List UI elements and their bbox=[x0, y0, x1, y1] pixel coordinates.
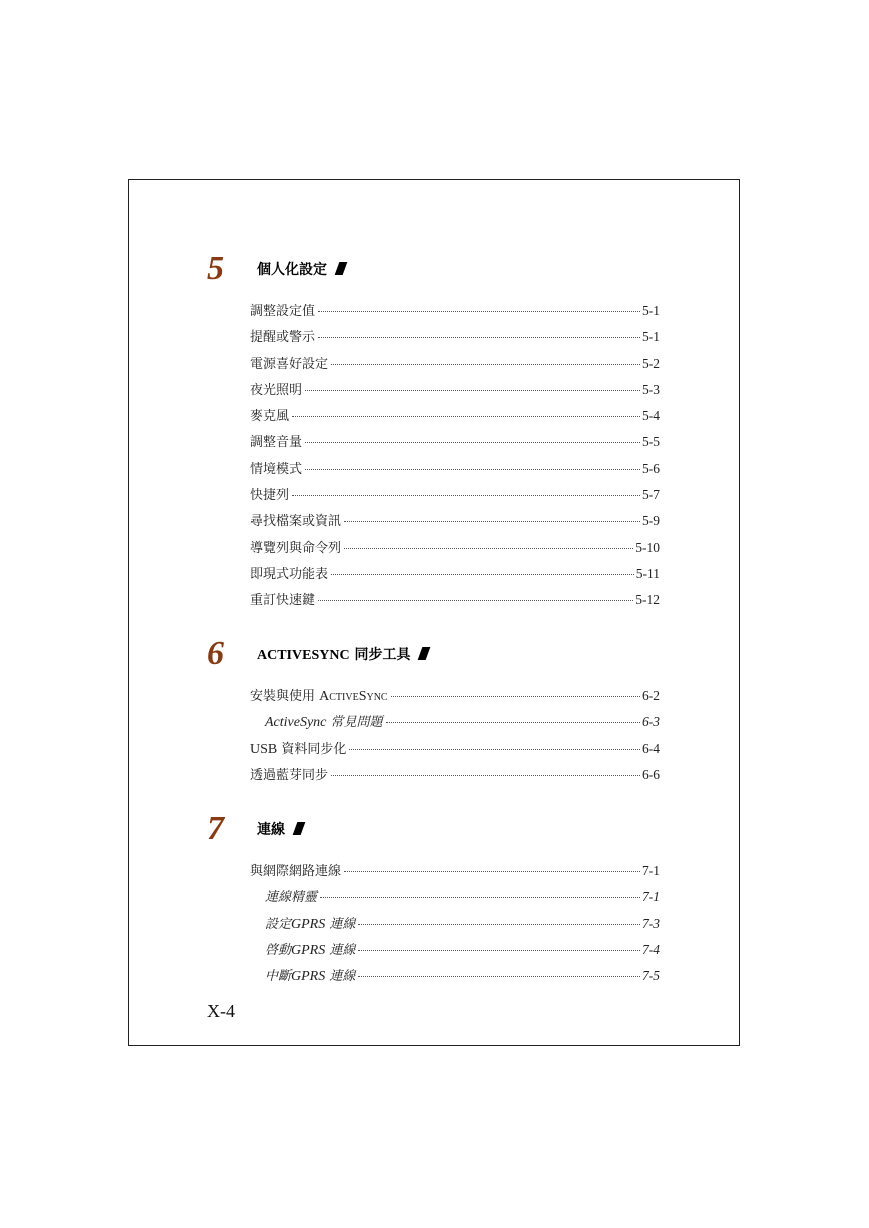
chapter-title: 個人化設定 bbox=[257, 262, 345, 278]
chapter-heading bbox=[207, 812, 667, 852]
toc-entry-internet-connect[interactable]: 與網際網路連線 7-1 bbox=[250, 863, 660, 879]
toc-entry-connection-wizard[interactable]: 連線精靈 7-1 bbox=[265, 889, 660, 906]
toc-list bbox=[207, 300, 667, 616]
toc-entry-stop-gprs[interactable]: 中斷GPRS 連線 7-5 bbox=[265, 968, 660, 985]
chapter-6 bbox=[207, 637, 667, 790]
toc-entry-hotkeys[interactable]: 重訂快速鍵 5-12 bbox=[250, 592, 660, 609]
toc-list bbox=[207, 860, 667, 991]
toc-entry-backlight[interactable]: 夜光照明 5-3 bbox=[250, 381, 660, 398]
slash-mark-icon bbox=[335, 262, 348, 275]
toc-list bbox=[207, 685, 667, 790]
chapter-number: 7 bbox=[207, 810, 224, 847]
toc-entry-profiles[interactable]: 情境模式 5-6 bbox=[250, 460, 660, 477]
toc-entry-adjust-settings[interactable]: 調整設定值 5-1 bbox=[250, 303, 660, 319]
page-number: X-4 bbox=[207, 1001, 235, 1021]
chapter-title: ACTIVESYNC 同步工具 bbox=[257, 647, 428, 664]
chapter-heading bbox=[207, 637, 667, 677]
toc-entry-navbar[interactable]: 導覽列與命令列 5-10 bbox=[250, 539, 660, 556]
chapter-heading bbox=[207, 252, 667, 292]
chapter-number: 5 bbox=[207, 250, 224, 287]
toc-entry-usb-sync[interactable]: USB 資料同步化 6-4 bbox=[250, 740, 660, 757]
chapter-number: 6 bbox=[207, 635, 224, 672]
toc-entry-start-gprs[interactable]: 啓動GPRS 連線 7-4 bbox=[265, 941, 660, 958]
toc-entry-bluetooth-sync[interactable]: 透過藍芽同步 6-6 bbox=[250, 766, 660, 783]
toc-entry-reminders[interactable]: 提醒或警示 5-1 bbox=[250, 329, 660, 346]
toc-entry-popup-menu[interactable]: 即現式功能表 5-11 bbox=[250, 565, 660, 582]
slash-mark-icon bbox=[293, 822, 306, 835]
toc-entry-activesync-faq[interactable]: ActiveSync 常見問題 6-3 bbox=[265, 714, 660, 731]
toc-entry-microphone[interactable]: 麥克風 5-4 bbox=[250, 408, 660, 425]
toc-entry-volume[interactable]: 調整音量 5-5 bbox=[250, 434, 660, 451]
chapter-7 bbox=[207, 812, 667, 991]
toc-entry-find[interactable]: 尋找檔案或資訊 5-9 bbox=[250, 513, 660, 530]
chapter-5 bbox=[207, 252, 667, 616]
slash-mark-icon bbox=[418, 647, 431, 660]
toc-entry-shortcut-bar[interactable]: 快捷列 5-7 bbox=[250, 487, 660, 504]
toc-entry-install-activesync[interactable]: 安裝與使用 ActiveSync 6-2 bbox=[250, 688, 660, 704]
chapter-title: 連線 bbox=[257, 822, 303, 838]
toc-entry-setup-gprs[interactable]: 設定GPRS 連線 7-3 bbox=[265, 915, 660, 932]
toc-entry-power[interactable]: 電源喜好設定 5-2 bbox=[250, 355, 660, 372]
